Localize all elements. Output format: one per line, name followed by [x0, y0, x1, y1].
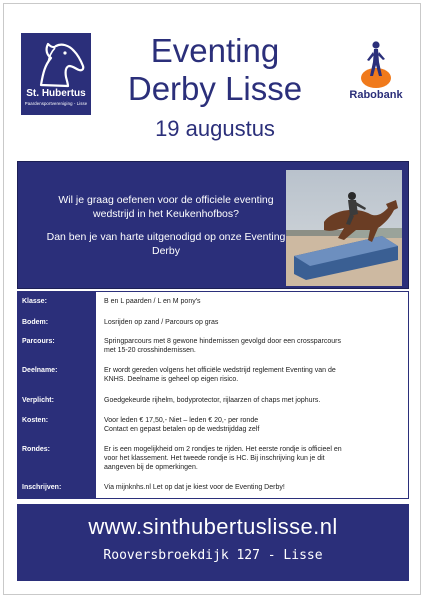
detail-value	[104, 396, 404, 405]
detail-value	[104, 318, 404, 327]
detail-value	[104, 337, 404, 355]
detail-value	[104, 445, 404, 472]
horse-head-icon	[21, 33, 91, 91]
rabobank-logo	[345, 38, 405, 108]
horse-photo-image	[286, 170, 402, 286]
detail-value-line: Goedgekeurde rijhelm, bodyprotector, rijlaarzen of chaps met jophurs.	[104, 397, 321, 404]
st-hubertus-logo	[21, 33, 91, 115]
detail-value-line: voor het klassement. Het tweede rondje is HC. Bij inschrijving kun je dit	[104, 455, 325, 462]
rabobank-name: Rabobank	[349, 89, 403, 101]
detail-value-line: Via mijnknhs.nl Let op dat je kiest voor de Eventing Derby!	[104, 484, 285, 491]
intro-text	[40, 193, 292, 267]
detail-value	[104, 416, 404, 434]
rabobank-figure-icon	[345, 38, 407, 90]
title-line-1: Eventing	[150, 32, 280, 69]
detail-value	[104, 297, 404, 306]
intro-box	[17, 161, 409, 289]
title-line-2: Derby Lisse	[127, 70, 303, 107]
footer-box	[17, 504, 409, 581]
detail-value-line: KNHS. Deelname is geheel op eigen risico.	[104, 376, 239, 383]
details-table	[17, 291, 409, 499]
logo-subtitle: Paardensportvereniging - Lisse	[24, 101, 88, 106]
intro-line-2: Dan ben je van harte uitgenodigd op onze Eventing Derby	[46, 231, 286, 257]
detail-value-line: Springparcours met 8 gewone hindernissen gevolgd door een crossparcours	[104, 338, 341, 345]
detail-value-line: Losrijden op zand / Parcours op gras	[104, 319, 219, 326]
address: Rooversbroekdijk 127 - Lisse	[103, 548, 323, 563]
detail-value-line: Contact en gepast betalen op de wedstrijddag zelf	[104, 426, 260, 433]
detail-value-line: Voor leden € 17,50,- Niet – leden € 20,- per ronde	[104, 417, 259, 424]
detail-value	[104, 483, 404, 492]
horse-jump-photo	[286, 170, 402, 286]
logo-name: St. Hubertus	[26, 88, 86, 99]
detail-value-line: B en L paarden / L en M pony's	[104, 298, 201, 305]
detail-value-line: met 15-20 crosshindernissen.	[104, 347, 196, 354]
detail-value-line: Er is een mogelijkheid om 2 rondjes te rijden. Het eerste rondje is officieel en	[104, 446, 342, 453]
intro-line-1: Wil je graag oefenen voor de officiele eventing wedstrijd in het Keukenhofbos?	[58, 194, 274, 220]
detail-value	[104, 366, 404, 384]
website-link[interactable]: www.sinthubertuslisse.nl	[88, 514, 338, 539]
page-title	[100, 32, 330, 108]
detail-value-line: Er wordt gereden volgens het officiële wedstrijd reglement Eventing van de	[104, 367, 336, 374]
detail-value-line: aangeven bij de opmerkingen.	[104, 464, 198, 471]
event-date: 19 augustus	[155, 116, 275, 141]
